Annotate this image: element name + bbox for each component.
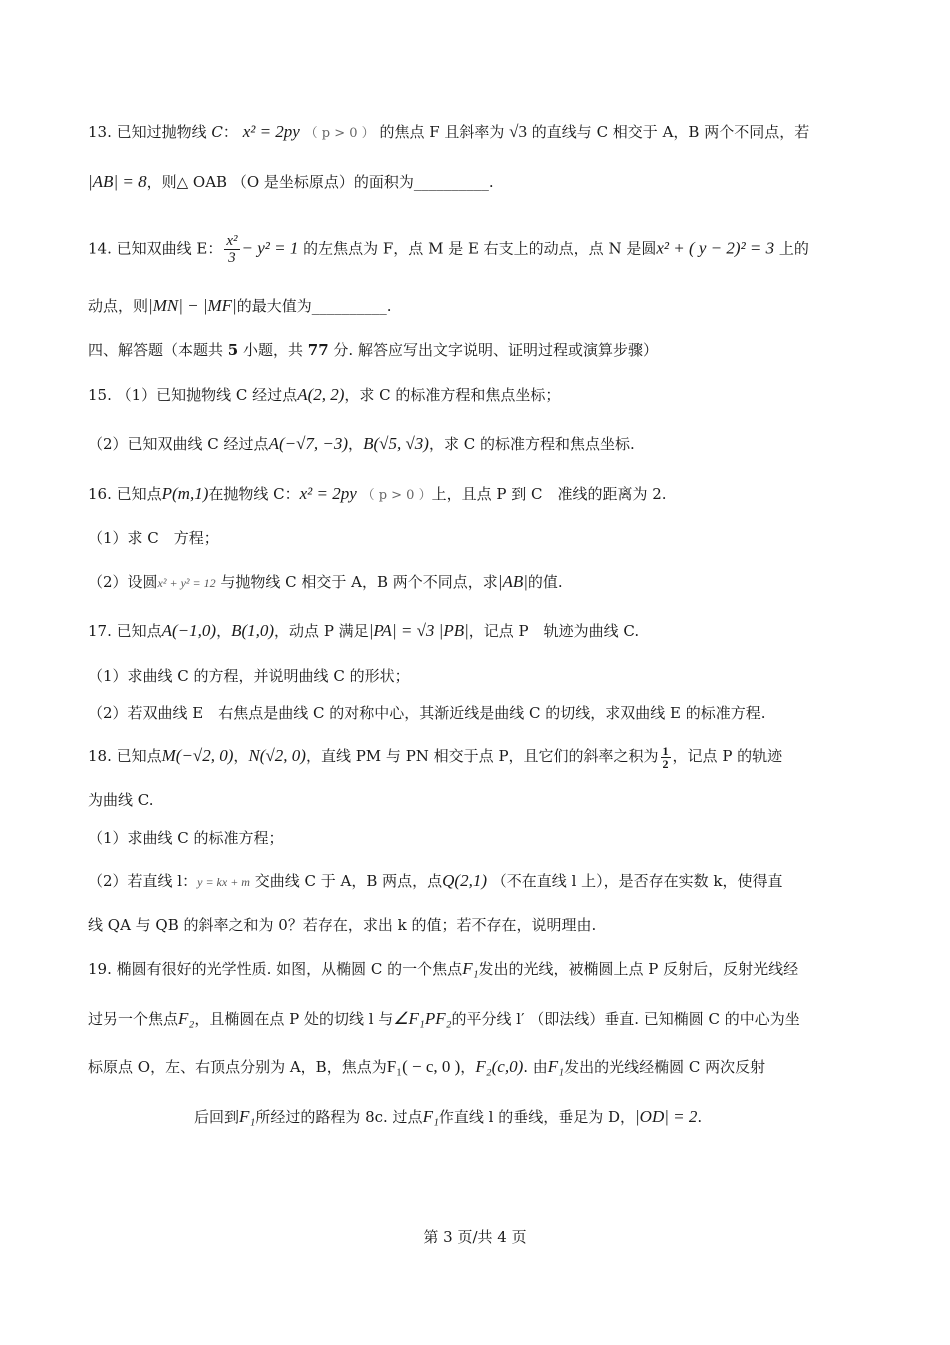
q17-part-2: （2）若双曲线 E 右焦点是曲线 C 的对称中心，其渐近线是曲线 C 的切线，求双曲线 E 的标准方程. xyxy=(88,704,766,722)
q14-text: 的最大值为 xyxy=(236,297,312,315)
section-4-count: 5 xyxy=(227,341,239,359)
q16-circle-equation: x² + y² = 12 xyxy=(157,576,216,590)
q13-text: 的直线与 C 相交于 A，B 两个不同点，若 xyxy=(531,123,810,141)
q19-focus-f1: F₁ xyxy=(239,1107,256,1126)
q19-text: 的平分线 l′ （即法线）垂直. 已知椭圆 C 的中心为坐 xyxy=(451,1010,800,1028)
q19-text: 标原点 O，左、右顶点分别为 A，B，焦点为 xyxy=(88,1058,387,1076)
q18-text: 18. 已知点 xyxy=(88,747,162,765)
q17-line-1 xyxy=(88,619,870,643)
q15-line-1 xyxy=(88,383,870,407)
q14-line-2 xyxy=(88,294,870,318)
q14-line-1 xyxy=(88,233,870,266)
q19-text: 作直线 l 的垂线，垂足为 D， xyxy=(438,1108,635,1126)
q16-text: 的值. xyxy=(527,573,563,591)
q19-text: . xyxy=(697,1108,703,1126)
section-4-heading xyxy=(88,338,870,362)
q16-parabola-equation: x² = 2py xyxy=(299,484,357,503)
q18-line-1 xyxy=(88,744,870,770)
section-4-text: 四、解答题（本题共 xyxy=(88,341,228,359)
q16-text: 上，且点 P 到 C 准线的距离为 2. xyxy=(431,485,667,503)
q16-part-1: （1）求 C 方程； xyxy=(88,529,219,547)
q18-point-m: M(−√2, 0) xyxy=(161,746,234,765)
q16-length: |AB| xyxy=(497,572,528,591)
q17-text: ， xyxy=(216,622,232,640)
q17-text: ，动点 P 满足 xyxy=(274,622,369,640)
q19-line-2 xyxy=(88,1007,870,1031)
q14-text: . xyxy=(386,297,392,315)
q19-text: 19. 椭圆有很好的光学性质. 如图，从椭圆 C 的一个焦点 xyxy=(88,960,463,978)
q17-point-b: B(1,0) xyxy=(231,621,275,640)
q19-focus-f2: F₂ xyxy=(178,1009,195,1028)
q19-line-1 xyxy=(88,957,870,981)
q15-text: ，求 C 的标准方程和焦点坐标. xyxy=(428,435,635,453)
q13-text: 的焦点 F 且斜率为 xyxy=(379,123,505,141)
q18-text: 交曲线 C 于 A，B 两点，点 xyxy=(254,872,443,890)
q13-length: |AB| = 8 xyxy=(88,172,147,191)
q17-text: 17. 已知点 xyxy=(88,622,162,640)
q19-focus-f1: F₁ xyxy=(462,959,479,978)
q16-text: （2）设圆 xyxy=(88,573,158,591)
q13-line-1 xyxy=(88,120,870,146)
q19-focus-f2-coords: F₂(c,0) xyxy=(475,1057,524,1076)
q17-line-3 xyxy=(88,701,870,725)
q19-text: 发出的光线经椭圆 C 两次反射 xyxy=(564,1058,766,1076)
q15-text: 15. （1）已知抛物线 C 经过点 xyxy=(88,386,298,404)
q18-part-2: 线 QA 与 QB 的斜率之和为 0？若存在，求出 k 的值；若不存在，说明理由. xyxy=(88,916,597,934)
q19-angle: ∠F₁PF₂ xyxy=(393,1009,452,1028)
q17-line-2 xyxy=(88,664,870,688)
q18-line-equation: y = kx + m xyxy=(197,875,250,889)
q14-denominator: 3 xyxy=(228,250,236,266)
q17-point-a: A(−1,0) xyxy=(161,621,217,640)
q19-text: . 由 xyxy=(523,1058,548,1076)
q14-text: 动点，则 xyxy=(88,297,149,315)
q16-point-p: P(m,1) xyxy=(161,484,209,503)
q15-point-a: A(−√7, −3) xyxy=(268,434,349,453)
q14-answer-blank: __________ xyxy=(311,297,387,315)
q19-line-3 xyxy=(88,1055,870,1079)
q13-text: ，则△ OAB （O 是坐标原点）的面积为 xyxy=(146,173,414,191)
q16-text: 与抛物线 C 相交于 A，B 两个不同点，求 xyxy=(220,573,498,591)
q13-text: . xyxy=(488,173,494,191)
q13-slope: √3 xyxy=(509,122,528,141)
q15-point-a: A(2, 2) xyxy=(297,385,345,404)
q18-line-2 xyxy=(88,788,870,812)
q16-line-1 xyxy=(88,482,870,508)
q16-line-3 xyxy=(88,570,870,595)
q19-line-4 xyxy=(194,1105,870,1129)
q19-text: 过另一个焦点 xyxy=(88,1010,179,1028)
q14-circle-equation: x² + ( y − 2)² = 3 xyxy=(656,238,775,258)
q19-distance-od: |OD| = 2 xyxy=(635,1107,698,1126)
section-4-points: 77 xyxy=(307,341,329,359)
q18-fraction xyxy=(661,745,671,770)
q16-text: 在抛物线 C： xyxy=(208,485,300,503)
q19-text: 后回到 xyxy=(194,1108,240,1126)
q18-numerator: 1 xyxy=(662,743,669,758)
q18-text: ， xyxy=(233,747,249,765)
q19-text: 所经过的路程为 8c. 过点 xyxy=(255,1108,423,1126)
section-4-text: 分. 解答应写出文字说明、证明过程或演算步骤） xyxy=(328,341,658,359)
q15-text: （2）已知双曲线 C 经过点 xyxy=(88,435,269,453)
q16-text: 16. 已知点 xyxy=(88,485,162,503)
q13-line-2 xyxy=(88,170,870,194)
q15-point-b: B(√5, √3) xyxy=(363,434,429,453)
q13-text: 13. 已知过抛物线 xyxy=(88,123,212,141)
q14-expression: |MN| − |MF| xyxy=(148,296,237,315)
section-4-text: 小题，共 xyxy=(238,341,308,359)
page-footer: 第 3 页/共 4 页 xyxy=(423,1228,527,1246)
q19-text: ， xyxy=(460,1058,476,1076)
q19-text: 发出的光线，被椭圆上点 P 反射后，反射光线经 xyxy=(478,960,799,978)
q15-line-2 xyxy=(88,432,870,456)
q18-denominator: 2 xyxy=(662,756,669,771)
q14-text: 14. 已知双曲线 E： xyxy=(88,239,223,258)
q18-text: 为曲线 C. xyxy=(88,791,154,809)
q19-focus-f1: F₁ xyxy=(422,1107,439,1126)
q14-text: 上的 xyxy=(778,239,809,258)
q17-condition: |PA| = √3 |PB| xyxy=(368,621,469,640)
q18-text: （2）若直线 l： xyxy=(88,872,198,890)
q13-text: ： xyxy=(222,123,238,141)
q16-condition: （ p > 0 ） xyxy=(361,488,432,503)
q19-focus-f1: F₁ xyxy=(547,1057,565,1076)
q15-text: ， xyxy=(348,435,364,453)
q18-line-3 xyxy=(88,826,870,850)
q16-line-2 xyxy=(88,526,870,550)
q14-text: 的左焦点为 F，点 M 是 E 右支上的动点，点 N 是圆 xyxy=(303,239,657,258)
q18-text: （不在直线 l 上），是否存在实数 k，使得直 xyxy=(491,872,783,890)
q14-fraction xyxy=(224,233,239,266)
q17-part-1: （1）求曲线 C 的方程，并说明曲线 C 的形状； xyxy=(88,667,410,685)
q19-text: ，且椭圆在点 P 处的切线 l 与 xyxy=(194,1010,394,1028)
q18-text: ，记点 P 的轨迹 xyxy=(672,747,783,765)
q19-focus-f1-coords: F₁( − c, 0 ) xyxy=(386,1057,461,1076)
q18-point-n: N(√2, 0) xyxy=(248,746,306,765)
q15-text: ，求 C 的标准方程和焦点坐标； xyxy=(344,386,561,404)
q18-line-4 xyxy=(88,869,870,894)
q13-parabola-equation: x² = 2py xyxy=(242,122,300,141)
q14-numerator: x² xyxy=(226,233,238,249)
q17-text: ，记点 P 轨迹为曲线 C. xyxy=(468,622,640,640)
q18-text: ，直线 PM 与 PN 相交于点 P，且它们的斜率之积为 xyxy=(305,747,659,765)
q13-answer-blank: __________ xyxy=(413,173,489,191)
q18-line-5 xyxy=(88,913,870,937)
q13-curve-name: C xyxy=(211,123,223,141)
q13-condition: （ p > 0 ） xyxy=(304,126,375,141)
q18-point-q: Q(2,1) xyxy=(442,871,488,890)
q14-hyperbola-equation: − y² = 1 xyxy=(241,238,299,258)
q18-part-1: （1）求曲线 C 的标准方程； xyxy=(88,829,284,847)
